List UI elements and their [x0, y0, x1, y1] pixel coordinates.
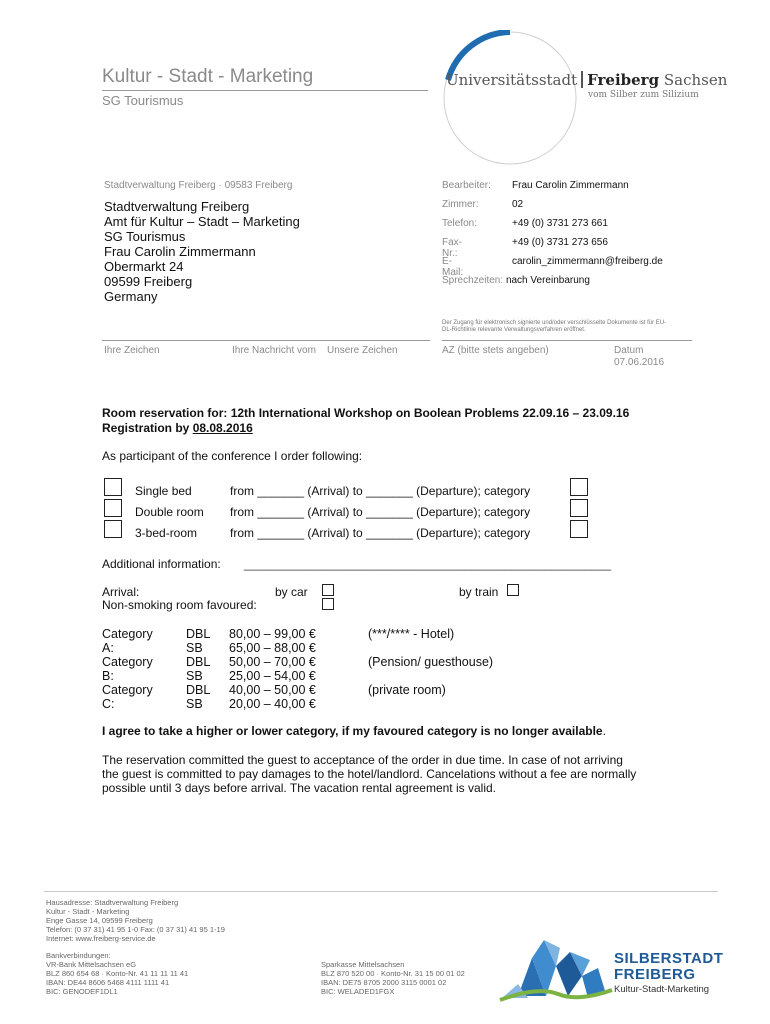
address-line: Stadtverwaltung Freiberg	[104, 199, 250, 214]
category-price: 40,00 – 50,00 €	[229, 683, 316, 697]
category-type: DBL	[186, 655, 211, 669]
footer-line: Enge Gasse 14, 09599 Freiberg	[46, 916, 153, 925]
footer-logo-line3: Kultur-Stadt-Marketing	[614, 984, 710, 995]
additional-info-line[interactable]: _______________________________________________________	[244, 557, 612, 571]
footer-divider	[44, 891, 718, 892]
contact-value: +49 (0) 3731 273 656	[512, 237, 608, 248]
room-dates: from _______ (Arrival) to _______ (Departure); category	[230, 505, 531, 519]
footer-line: Hausadresse: Stadtverwaltung Freiberg	[46, 898, 179, 907]
ref-unsere-zeichen: Unsere Zeichen	[327, 345, 398, 356]
recipient-address	[104, 199, 300, 304]
non-smoking-label: Non-smoking room favoured:	[102, 598, 257, 612]
contact-value: Frau Carolin Zimmermann	[512, 180, 629, 191]
contact-label: E-Mail:	[442, 256, 464, 278]
footer-logo-line2: FREIBERG	[614, 966, 696, 983]
eu-note-line: DL-Richtlinie relevante Verwaltungsverfahren eröffnet.	[442, 327, 586, 333]
category-price: 20,00 – 40,00 €	[229, 697, 316, 711]
contact-label: Sprechzeiten:	[442, 275, 504, 286]
header-subtitle: SG Tourismus	[102, 93, 184, 108]
logo-city: Freiberg	[587, 71, 660, 89]
by-train-checkbox[interactable]	[507, 584, 519, 596]
footer-house-address	[46, 898, 225, 943]
arrival-label: Arrival:	[102, 585, 140, 599]
terms-line: the guest is committed to pay damages to the hotel/landlord. Cancelations without a fee are normally	[102, 767, 637, 781]
ref-az: AZ (bitte stets angeben)	[442, 345, 549, 356]
double-room-checkbox[interactable]	[104, 499, 122, 517]
footer-line: Sparkasse Mittelsachsen	[321, 960, 405, 969]
terms-line: The reservation committed the guest to acceptance of the order in due time. In case of not arriving	[102, 753, 623, 767]
category-price: 25,00 – 54,00 €	[229, 669, 316, 683]
footer-line: BIC: GENODEF1DL1	[46, 987, 118, 996]
category-type: SB	[186, 641, 203, 655]
room-name: Double room	[135, 505, 204, 519]
room-dates: from _______ (Arrival) to _______ (Departure); category	[230, 526, 531, 540]
category-label: Category B:	[102, 655, 153, 683]
category-price: 80,00 – 99,00 €	[229, 627, 316, 641]
footer-line: Internet: www.freiberg-service.de	[46, 934, 156, 943]
registration-deadline	[102, 421, 253, 435]
category-type: DBL	[186, 683, 211, 697]
address-line: Germany	[104, 289, 158, 304]
agreement-period: .	[602, 724, 606, 738]
intro-text: As participant of the conference I order following:	[102, 449, 363, 463]
contact-value: +49 (0) 3731 273 661	[512, 218, 608, 229]
contact-email[interactable]: carolin_zimmermann@freiberg.de	[512, 256, 663, 267]
university-city-logo	[438, 30, 718, 170]
header-divider	[102, 90, 428, 91]
agreement-text	[102, 724, 606, 738]
non-smoking-checkbox[interactable]	[322, 598, 334, 610]
terms-line: possible until 3 days before arrival. The vacation rental agreement is valid.	[102, 781, 496, 795]
additional-info-label: Additional information:	[102, 557, 221, 571]
logo-tagline: vom Silber zum Silizium	[588, 90, 699, 100]
single-bed-checkbox[interactable]	[104, 478, 122, 496]
ref-ihre-zeichen: Ihre Zeichen	[104, 345, 160, 356]
footer-line: IBAN: DE44 8606 5468 4111 1111 41	[46, 978, 170, 987]
three-bed-room-category-box[interactable]	[570, 520, 588, 538]
contact-label: Fax-Nr.:	[442, 237, 462, 259]
logo-text	[446, 71, 727, 89]
ref-datum-value: 07.06.2016	[614, 357, 665, 368]
category-desc: (***/**** - Hotel)	[368, 627, 455, 641]
double-room-category-box[interactable]	[570, 499, 588, 517]
three-bed-room-checkbox[interactable]	[104, 520, 122, 538]
logo-state: Sachsen	[663, 71, 728, 89]
footer-line: BLZ 860 654 68 · Konto-Nr. 41 11 11 11 41	[46, 969, 189, 978]
eu-note-line: Der Zugang für elektronisch signierte und/oder verschlüsselte Dokumente ist für EU-	[442, 320, 667, 326]
terms-paragraph	[102, 753, 636, 795]
address-line: Obermarkt 24	[104, 259, 184, 274]
footer-line: Kultur - Stadt - Marketing	[46, 907, 130, 916]
footer-line: BLZ 870 520 00 · Konto-Nr. 31 15 00 01 02	[321, 969, 465, 978]
eu-note	[442, 320, 692, 334]
registration-date: 08.08.2016	[192, 421, 253, 435]
header-title: Kultur - Stadt - Marketing	[102, 66, 314, 87]
contact-label: Telefon:	[442, 218, 478, 229]
footer-line: IBAN: DE75 8705 2000 3115 0001 02	[321, 978, 447, 987]
agreement-statement: I agree to take a higher or lower category, if my favoured category is no longer available	[102, 724, 603, 738]
footer-logo-line1: SILBERSTADT	[614, 950, 724, 967]
ref-datum-label: Datum	[614, 345, 644, 356]
category-desc: (Pension/ guesthouse)	[368, 655, 494, 669]
room-name: 3-bed-room	[135, 526, 198, 540]
contact-value: 02	[512, 199, 524, 210]
footer-line: Telefon: (0 37 31) 41 95 1-0 Fax: (0 37 31) 41 95 1-19	[46, 925, 225, 934]
footer-line: Bankverbindungen:	[46, 951, 111, 960]
by-car-checkbox[interactable]	[322, 584, 334, 596]
address-line: SG Tourismus	[104, 229, 186, 244]
category-type: SB	[186, 669, 203, 683]
address-line: 09599 Freiberg	[104, 274, 193, 289]
category-price: 65,00 – 88,00 €	[229, 641, 316, 655]
category-label: Category C:	[102, 683, 153, 711]
reference-divider-left	[102, 340, 430, 341]
by-train-label: by train	[459, 585, 499, 599]
silberstadt-crystal-icon	[498, 936, 614, 1002]
reservation-heading: Room reservation for: 12th International Workshop on Boolean Problems 22.09.16 – 23.09.16	[102, 406, 630, 420]
address-line: Amt für Kultur – Stadt – Marketing	[104, 214, 300, 229]
category-desc: (private room)	[368, 683, 446, 697]
logo-main: Universitätsstadt	[446, 71, 578, 89]
category-type: SB	[186, 697, 203, 711]
single-bed-category-box[interactable]	[570, 478, 588, 496]
room-name: Single bed	[135, 484, 192, 498]
footer-line: BIC: WELADED1FGX	[321, 987, 395, 996]
category-price: 50,00 – 70,00 €	[229, 655, 316, 669]
registration-label: Registration by	[102, 421, 193, 435]
contact-value: nach Vereinbarung	[505, 275, 590, 286]
ref-ihre-nachricht: Ihre Nachricht vom	[232, 345, 316, 356]
sender-line: Stadtverwaltung Freiberg · 09583 Freiberg	[104, 180, 293, 191]
footer-bank-right	[321, 960, 465, 996]
contact-label: Bearbeiter:	[442, 180, 491, 191]
footer-bank-left	[46, 951, 188, 996]
category-label: Category A:	[102, 627, 153, 655]
by-car-label: by car	[275, 585, 308, 599]
category-type: DBL	[186, 627, 211, 641]
address-line: Frau Carolin Zimmermann	[104, 244, 256, 259]
contact-label: Zimmer:	[442, 199, 479, 210]
room-dates: from _______ (Arrival) to _______ (Departure); category	[230, 484, 531, 498]
footer-line: VR-Bank Mittelsachsen eG	[46, 960, 137, 969]
reference-divider-right	[442, 340, 692, 341]
